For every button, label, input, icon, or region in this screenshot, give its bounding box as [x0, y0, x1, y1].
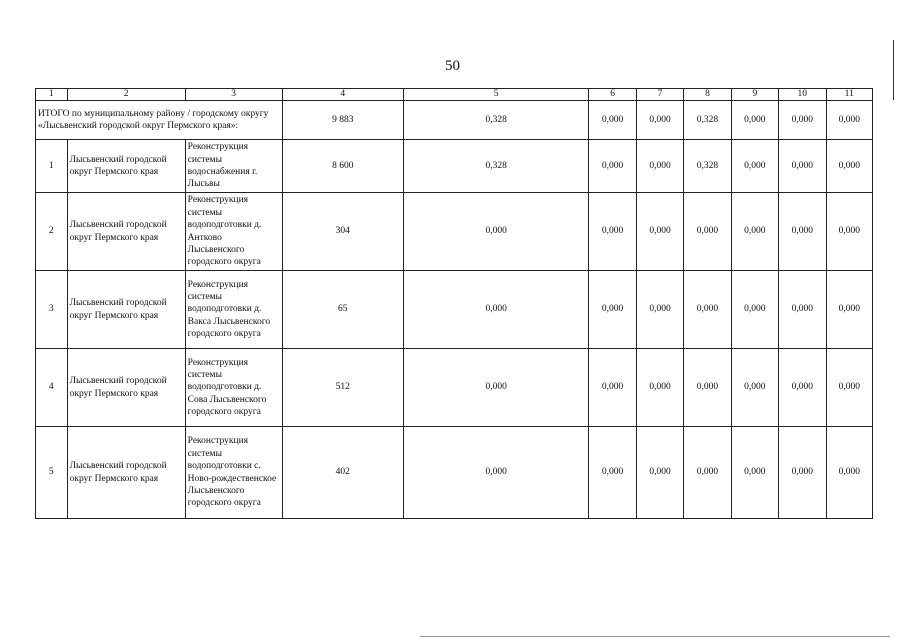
value-cell: 0,000	[684, 193, 731, 271]
value-cell: 0,000	[403, 349, 589, 427]
total-row	[36, 101, 873, 140]
value-cell: 0,000	[589, 140, 636, 193]
row-number: 4	[36, 349, 68, 427]
scan-edge-mark	[893, 40, 894, 100]
row-number: 1	[36, 140, 68, 193]
value-cell: 402	[282, 427, 403, 519]
table-row	[36, 349, 873, 427]
value-cell: 0,000	[731, 427, 778, 519]
investment-table	[35, 88, 873, 519]
district-cell: Лысьвенский городской округ Пермского края	[67, 271, 185, 349]
column-header: 9	[731, 89, 778, 101]
value-cell: 0,000	[779, 271, 826, 349]
value-cell: 0,000	[779, 140, 826, 193]
total-cell: 0,000	[589, 101, 636, 140]
value-cell: 0,000	[403, 271, 589, 349]
total-cell: 0,000	[826, 101, 873, 140]
column-header: 5	[403, 89, 589, 101]
value-cell: 0,000	[684, 349, 731, 427]
value-cell: 0,000	[403, 427, 589, 519]
table-row	[36, 193, 873, 271]
project-cell: Реконструкция системы водоподготовки д. Сова Лысьвенского городского округа	[185, 349, 282, 427]
value-cell: 0,000	[731, 271, 778, 349]
value-cell: 0,000	[636, 427, 683, 519]
district-cell: Лысьвенский городской округ Пермского края	[67, 140, 185, 193]
value-cell: 512	[282, 349, 403, 427]
column-header: 10	[779, 89, 826, 101]
column-header: 6	[589, 89, 636, 101]
table-row	[36, 140, 873, 193]
value-cell: 0,000	[826, 140, 873, 193]
value-cell: 0,000	[589, 193, 636, 271]
value-cell: 0,000	[826, 193, 873, 271]
column-header: 1	[36, 89, 68, 101]
value-cell: 0,000	[589, 349, 636, 427]
row-number: 5	[36, 427, 68, 519]
value-cell: 0,000	[731, 349, 778, 427]
scan-bottom-line	[420, 636, 890, 637]
value-cell: 0,000	[636, 193, 683, 271]
row-number: 2	[36, 193, 68, 271]
value-cell: 0,000	[684, 271, 731, 349]
row-number: 3	[36, 271, 68, 349]
column-header: 11	[826, 89, 873, 101]
column-header: 4	[282, 89, 403, 101]
value-cell: 0,000	[826, 271, 873, 349]
value-cell: 0,000	[636, 349, 683, 427]
value-cell: 0,000	[403, 193, 589, 271]
value-cell: 0,000	[779, 349, 826, 427]
value-cell: 65	[282, 271, 403, 349]
total-cell: 0,328	[403, 101, 589, 140]
value-cell: 0,000	[779, 427, 826, 519]
table-row	[36, 427, 873, 519]
total-cell: 0,328	[684, 101, 731, 140]
column-header: 2	[67, 89, 185, 101]
value-cell: 0,000	[826, 427, 873, 519]
column-header: 3	[185, 89, 282, 101]
total-cell: 9 883	[282, 101, 403, 140]
value-cell: 0,000	[684, 427, 731, 519]
value-cell: 0,328	[403, 140, 589, 193]
table-row	[36, 271, 873, 349]
column-header: 8	[684, 89, 731, 101]
page-number: 50	[445, 58, 460, 74]
project-cell: Реконструкция системы водоподготовки с. Ново-рождественское Лысьвенского городского округа	[185, 427, 282, 519]
project-cell: Реконструкция системы водоподготовки д. Антково Лысьвенского городского округа	[185, 193, 282, 271]
value-cell: 0,000	[779, 193, 826, 271]
total-cell: 0,000	[731, 101, 778, 140]
value-cell: 0,000	[636, 271, 683, 349]
value-cell: 0,000	[589, 427, 636, 519]
column-header: 7	[636, 89, 683, 101]
district-cell: Лысьвенский городской округ Пермского края	[67, 193, 185, 271]
project-cell: Реконструкция системы водоснабжения г. Лысьвы	[185, 140, 282, 193]
value-cell: 0,000	[636, 140, 683, 193]
value-cell: 0,328	[684, 140, 731, 193]
district-cell: Лысьвенский городской округ Пермского края	[67, 349, 185, 427]
value-cell: 0,000	[826, 349, 873, 427]
total-cell: 0,000	[779, 101, 826, 140]
total-label: ИТОГО по муниципальному району / городскому округу «Лысьвенский городской округ Пермского края»:	[36, 101, 283, 140]
district-cell: Лысьвенский городской округ Пермского края	[67, 427, 185, 519]
value-cell: 0,000	[589, 271, 636, 349]
column-number-row	[36, 89, 873, 101]
value-cell: 0,000	[731, 140, 778, 193]
value-cell: 304	[282, 193, 403, 271]
total-cell: 0,000	[636, 101, 683, 140]
project-cell: Реконструкция системы водоподготовки д. Вакса Лысьвенского городского округа	[185, 271, 282, 349]
value-cell: 8 600	[282, 140, 403, 193]
value-cell: 0,000	[731, 193, 778, 271]
